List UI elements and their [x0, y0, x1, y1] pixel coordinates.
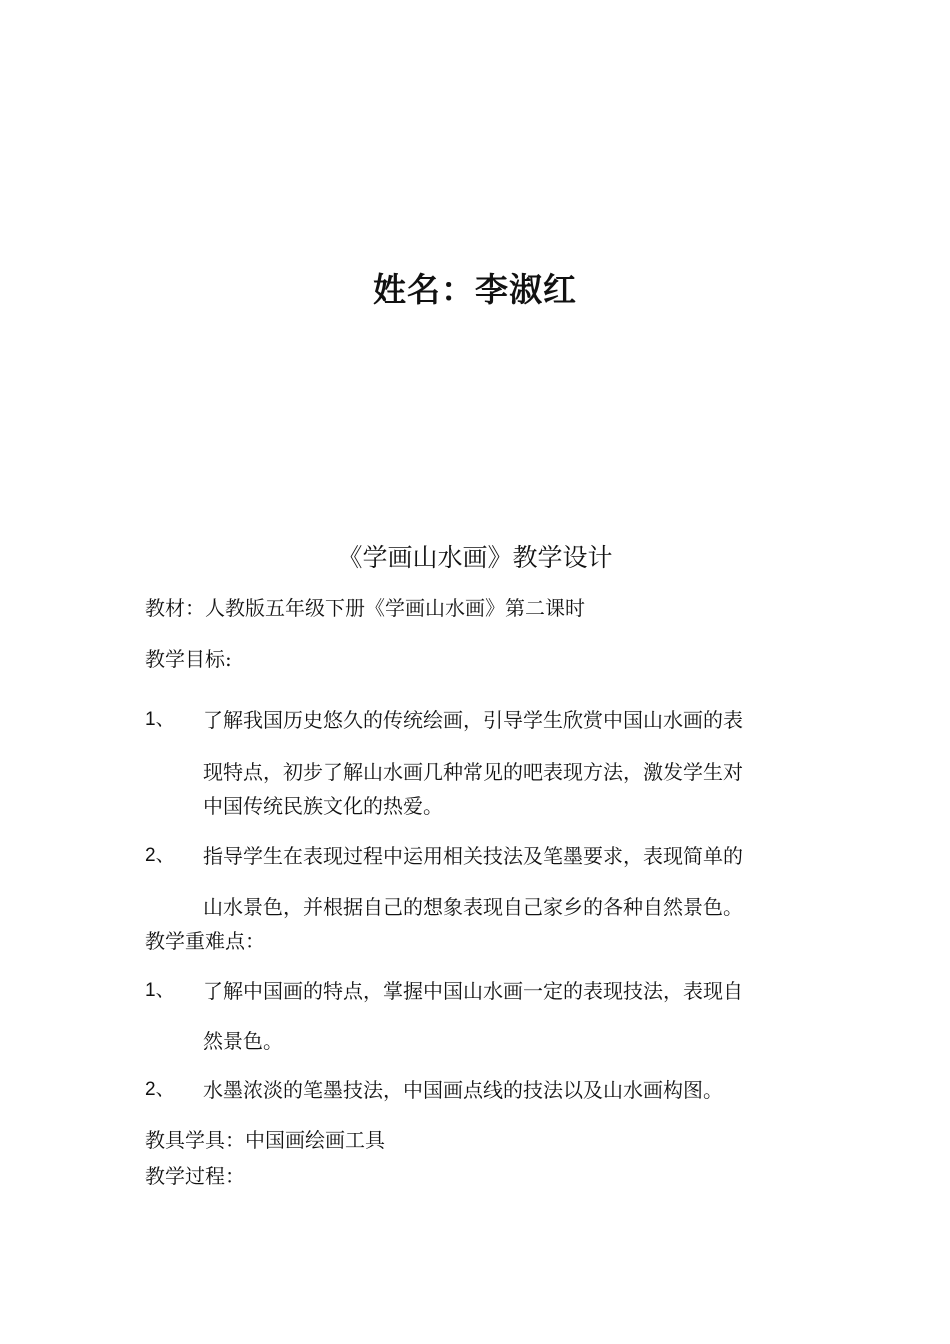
process-label: 教学过程：: [145, 1164, 245, 1188]
key-point-2-line-1: 水墨浓淡的笔墨技法，中国画点线的技法以及山水画构图。: [203, 1078, 723, 1102]
objective-1-line-2: 现特点，初步了解山水画几种常见的吧表现方法，激发学生对: [203, 760, 743, 784]
author-name-heading: 姓名：李淑红: [373, 270, 577, 309]
objective-1-line-3: 中国传统民族文化的热爱。: [203, 794, 443, 818]
objective-2-line-1: 指导学生在表现过程中运用相关技法及笔墨要求，表现简单的: [203, 844, 743, 868]
objective-2-number: 2、: [145, 845, 175, 866]
key-point-2-number: 2、: [145, 1079, 175, 1100]
key-point-1-number: 1、: [145, 980, 175, 1001]
key-point-1-line-2: 然景色。: [203, 1029, 283, 1053]
tools-line: 教具学具：中国画绘画工具: [145, 1128, 385, 1152]
objective-1-number: 1、: [145, 709, 175, 730]
objective-2-line-2: 山水景色，并根据自己的想象表现自己家乡的各种自然景色。: [203, 895, 743, 919]
textbook-line: 教材：人教版五年级下册《学画山水画》第二课时: [145, 596, 585, 620]
objective-1-line-1: 了解我国历史悠久的传统绘画，引导学生欣赏中国山水画的表: [203, 708, 743, 732]
document-title: 《学画山水画》教学设计: [337, 543, 613, 572]
objectives-label: 教学目标:: [145, 647, 232, 671]
key-point-1-line-1: 了解中国画的特点，掌握中国山水画一定的表现技法，表现自: [203, 979, 743, 1003]
key-points-label: 教学重难点：: [145, 929, 265, 953]
